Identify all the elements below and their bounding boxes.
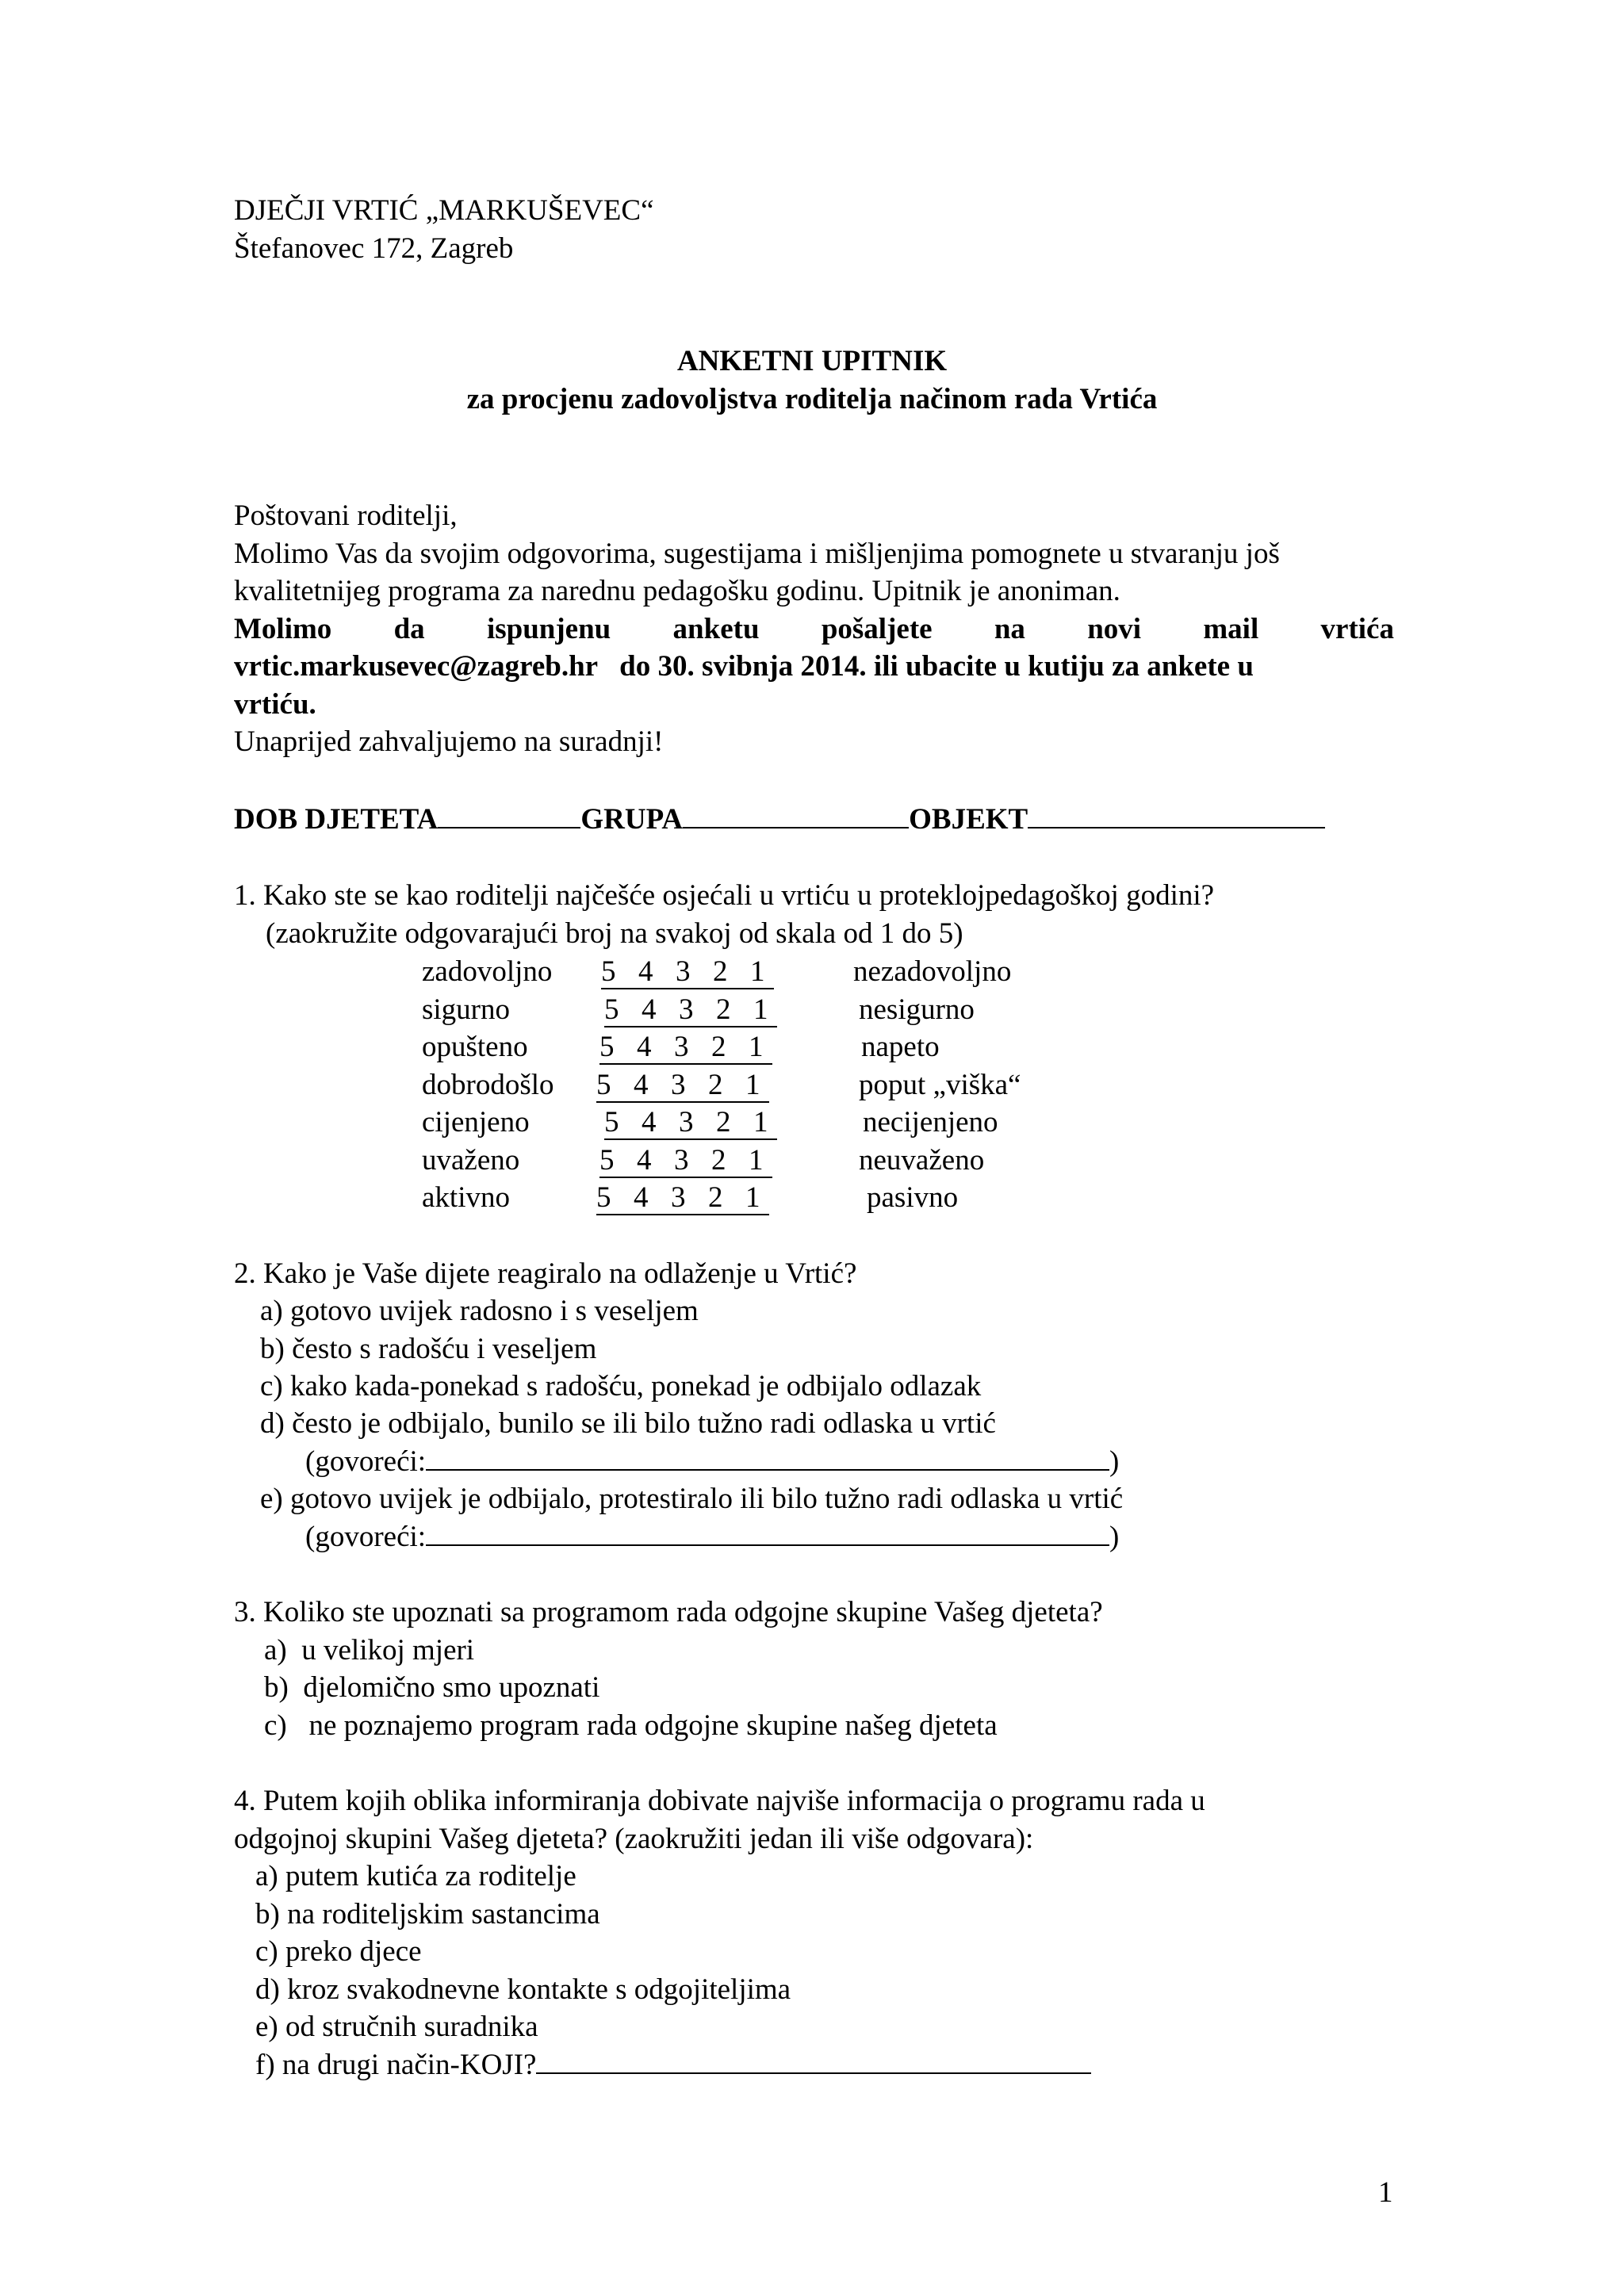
saying-label: (govoreći: — [305, 1445, 427, 1478]
q2-e-saying — [305, 1518, 1119, 1556]
bold-word: pošaljete — [821, 613, 933, 645]
scale-row-right: napeto — [861, 1031, 940, 1063]
scale-value[interactable]: 5 — [599, 1031, 615, 1063]
bold-word: ispunjenu — [486, 613, 611, 645]
q2-option-b[interactable]: b) često s radošću i veseljem — [260, 1333, 597, 1365]
scale-value[interactable]: 4 — [642, 993, 657, 1026]
bold-word: na — [994, 613, 1025, 645]
scale-value[interactable]: 2 — [708, 1181, 723, 1214]
q2-e-saying-field[interactable] — [426, 1521, 1109, 1546]
scale-row-left: uvaženo — [422, 1144, 520, 1177]
q4-question-line-1: 4. Putem kojih oblika informiranja dobivate najviše informacija o programu rada u — [234, 1785, 1205, 1817]
intro-bold-line-3: vrtiću. — [234, 688, 316, 721]
bold-word: Molimo — [234, 613, 332, 645]
page-subtitle: za procjenu zadovoljstva roditelja načinom rada Vrtića — [466, 383, 1158, 415]
thanks-line: Unaprijed zahvaljujemo na suradnji! — [234, 725, 664, 758]
q1-instruction: (zaokružite odgovarajući broj na svakoj od skala od 1 do 5) — [266, 917, 963, 950]
scale-value[interactable]: 5 — [604, 993, 619, 1026]
bold-word: vrtića — [1320, 613, 1394, 645]
scale-value[interactable]: 1 — [749, 1031, 764, 1063]
close-paren: ) — [1109, 1521, 1120, 1553]
scale-row-right: nesigurno — [859, 993, 975, 1026]
scale-row-right: necijenjeno — [863, 1106, 998, 1138]
intro-bold-line-1 — [234, 610, 1394, 649]
scale-value[interactable]: 4 — [637, 1144, 652, 1177]
dob-label: DOB DJETETA — [234, 803, 439, 836]
rating-scale[interactable] — [601, 953, 774, 991]
rating-scale[interactable] — [599, 1028, 772, 1066]
scale-row-right: pasivno — [867, 1181, 959, 1214]
scale-row-right: neuvaženo — [859, 1144, 985, 1177]
scale-value[interactable]: 1 — [753, 1106, 768, 1138]
scale-value[interactable]: 3 — [679, 1106, 694, 1138]
rating-scale[interactable] — [604, 991, 777, 1029]
q2-question: 2. Kako je Vaše dijete reagiralo na odlaženje u Vrtić? — [234, 1257, 857, 1290]
q4-option-a[interactable]: a) putem kutića za roditelje — [255, 1860, 576, 1892]
scale-value[interactable]: 2 — [708, 1069, 723, 1101]
bold-word: da — [393, 613, 425, 645]
scale-value[interactable]: 4 — [638, 955, 653, 988]
scale-row-left: cijenjeno — [422, 1106, 530, 1138]
scale-value[interactable]: 2 — [716, 1106, 731, 1138]
scale-value[interactable]: 3 — [676, 955, 691, 988]
scale-row-right: nezadovoljno — [853, 955, 1012, 988]
intro-bold-line-2: vrtic.markusevec@zagreb.hr do 30. svibnja 2014. ili ubacite u kutiju za ankete u — [234, 650, 1254, 683]
q2-option-d[interactable]: d) često je odbijalo, bunilo se ili bilo tužno radi odlaska u vrtić — [260, 1407, 996, 1440]
rating-scale[interactable] — [599, 1142, 772, 1180]
scale-value[interactable]: 3 — [674, 1031, 689, 1063]
q4-question-line-2: odgojnoj skupini Vašeg djeteta? (zaokružiti jedan ili više odgovara): — [234, 1823, 1034, 1855]
scale-value[interactable]: 3 — [674, 1144, 689, 1177]
scale-row-left: aktivno — [422, 1181, 510, 1214]
q4-option-c[interactable]: c) preko djece — [255, 1935, 422, 1968]
grupa-label: GRUPA — [580, 803, 684, 836]
q3-option-c[interactable]: c) ne poznajemo program rada odgojne skupine našeg djeteta — [264, 1709, 998, 1742]
scale-row-right: poput „viška“ — [859, 1069, 1021, 1101]
scale-value[interactable]: 1 — [745, 1181, 760, 1214]
bold-word: anketu — [672, 613, 760, 645]
dob-field[interactable] — [438, 803, 580, 828]
rating-scale[interactable] — [596, 1179, 769, 1217]
q2-option-a[interactable]: a) gotovo uvijek radosno i s veseljem — [260, 1295, 699, 1327]
bold-word: mail — [1203, 613, 1259, 645]
scale-value[interactable]: 4 — [634, 1069, 649, 1101]
rating-scale[interactable] — [596, 1066, 769, 1104]
q4-option-b[interactable]: b) na roditeljskim sastancima — [255, 1898, 600, 1931]
child-info-fields — [234, 801, 1325, 839]
scale-value[interactable]: 4 — [642, 1106, 657, 1138]
intro-line-2: kvalitetnijeg programa za narednu pedagošku godinu. Upitnik je anoniman. — [234, 575, 1120, 607]
scale-value[interactable]: 1 — [749, 1144, 764, 1177]
q2-option-c[interactable]: c) kako kada-ponekad s radošću, ponekad je odbijalo odlazak — [260, 1370, 982, 1402]
scale-value[interactable]: 5 — [601, 955, 616, 988]
scale-row-left: sigurno — [422, 993, 510, 1026]
scale-value[interactable]: 5 — [599, 1144, 615, 1177]
scale-value[interactable]: 3 — [671, 1069, 686, 1101]
org-name: DJEČJI VRTIĆ „MARKUŠEVEC“ — [234, 194, 654, 227]
org-address: Štefanovec 172, Zagreb — [234, 232, 514, 265]
q4-option-e[interactable]: e) od stručnih suradnika — [255, 2011, 538, 2043]
q4-option-f-label: f) na drugi način-KOJI? — [255, 2049, 537, 2081]
saying-label: (govoreći: — [305, 1521, 427, 1553]
close-paren: ) — [1109, 1445, 1120, 1478]
intro-line-1: Molimo Vas da svojim odgovorima, sugestijama i mišljenjima pomognete u stvaranju još — [234, 538, 1280, 570]
scale-value[interactable]: 2 — [711, 1144, 726, 1177]
objekt-field[interactable] — [1028, 803, 1325, 828]
grupa-field[interactable] — [683, 803, 909, 828]
scale-row-left: zadovoljno — [422, 955, 553, 988]
scale-value[interactable]: 1 — [753, 993, 768, 1026]
scale-value[interactable]: 3 — [679, 993, 694, 1026]
scale-value[interactable]: 5 — [604, 1106, 619, 1138]
scale-value[interactable]: 4 — [634, 1181, 649, 1214]
page-title: ANKETNI UPITNIK — [676, 345, 948, 377]
scale-value[interactable]: 1 — [745, 1069, 760, 1101]
q2-d-saying-field[interactable] — [426, 1445, 1109, 1471]
q2-d-saying — [305, 1443, 1119, 1481]
scale-row-left: dobrodošlo — [422, 1069, 554, 1101]
q4-option-d[interactable]: d) kroz svakodnevne kontakte s odgojiteljima — [255, 1973, 791, 2006]
q3-option-a[interactable]: a) u velikoj mjeri — [264, 1634, 475, 1667]
q1-question: 1. Kako ste se kao roditelji najčešće osjećali u vrtiću u proteklojpedagoškoj godini? — [234, 879, 1215, 912]
scale-value[interactable]: 5 — [596, 1181, 611, 1214]
q2-option-e[interactable]: e) gotovo uvijek je odbijalo, protestiralo ili bilo tužno radi odlaska u vrtić — [260, 1483, 1124, 1515]
scale-value[interactable]: 3 — [671, 1181, 686, 1214]
scale-value[interactable]: 2 — [716, 993, 731, 1026]
scale-value[interactable]: 2 — [713, 955, 728, 988]
bold-word: novi — [1087, 613, 1142, 645]
q3-question: 3. Koliko ste upoznati sa programom rada odgojne skupine Vašeg djeteta? — [234, 1596, 1103, 1628]
scale-value[interactable]: 5 — [596, 1069, 611, 1101]
q4-other-field[interactable] — [536, 2049, 1091, 2074]
scale-value[interactable]: 2 — [711, 1031, 726, 1063]
q3-option-b[interactable]: b) djelomično smo upoznati — [264, 1671, 600, 1704]
scale-row-left: opušteno — [422, 1031, 528, 1063]
page-number: 1 — [1378, 2176, 1393, 2209]
scale-value[interactable]: 4 — [637, 1031, 652, 1063]
rating-scale[interactable] — [604, 1104, 777, 1142]
scale-value[interactable]: 1 — [750, 955, 765, 988]
q4-option-f[interactable] — [255, 2046, 1091, 2084]
salutation: Poštovani roditelji, — [234, 499, 458, 532]
objekt-label: OBJEKT — [909, 803, 1028, 836]
